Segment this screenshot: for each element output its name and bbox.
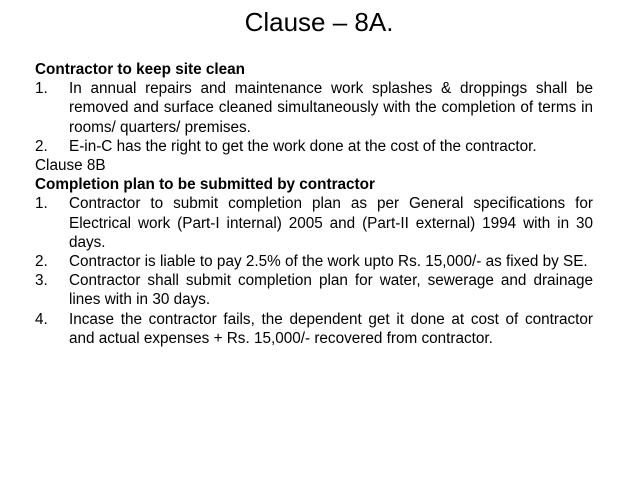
- list-item-text: Contractor to submit completion plan as per General specifications for Electrical work (Part-I internal) 2005 and (Part-II external) 1994 with in 30 days.: [69, 195, 593, 251]
- list-item-text: In annual repairs and maintenance work splashes & droppings shall be removed and surface cleaned simultaneously with the completion of terms in rooms/ quarters/ premises.: [69, 80, 593, 136]
- list-item-number: 3.: [35, 272, 48, 290]
- list-item-number: 1.: [35, 195, 48, 213]
- slide-content: [35, 60, 593, 348]
- section-b-heading: Completion plan to be submitted by contractor: [35, 176, 375, 194]
- slide-title: Clause – 8A.: [244, 7, 394, 37]
- list-item-text: Contractor is liable to pay 2.5% of the work upto Rs. 15,000/- as fixed by SE.: [69, 253, 588, 271]
- list-item: [35, 137, 593, 156]
- list-item-text: Contractor shall submit completion plan for water, sewerage and drainage lines with in 30 days.: [69, 272, 593, 309]
- list-item-text: E-in-C has the right to get the work done at the cost of the contractor.: [69, 137, 537, 155]
- list-item: [35, 252, 593, 271]
- list-item-number: 2.: [35, 137, 48, 155]
- list-item: [35, 79, 593, 137]
- list-item: [35, 271, 593, 309]
- clause-8b-label: Clause 8B: [35, 157, 106, 175]
- list-item: [35, 194, 593, 252]
- section-a-heading: Contractor to keep site clean: [35, 61, 245, 78]
- list-item-number: 1.: [35, 80, 48, 98]
- list-item: [35, 310, 593, 348]
- list-item-text: Incase the contractor fails, the dependent get it done at cost of contractor and actual expenses + Rs. 15,000/- recovered from contractor.: [69, 310, 593, 347]
- list-item-number: 4.: [35, 310, 48, 328]
- list-item-number: 2.: [35, 253, 48, 271]
